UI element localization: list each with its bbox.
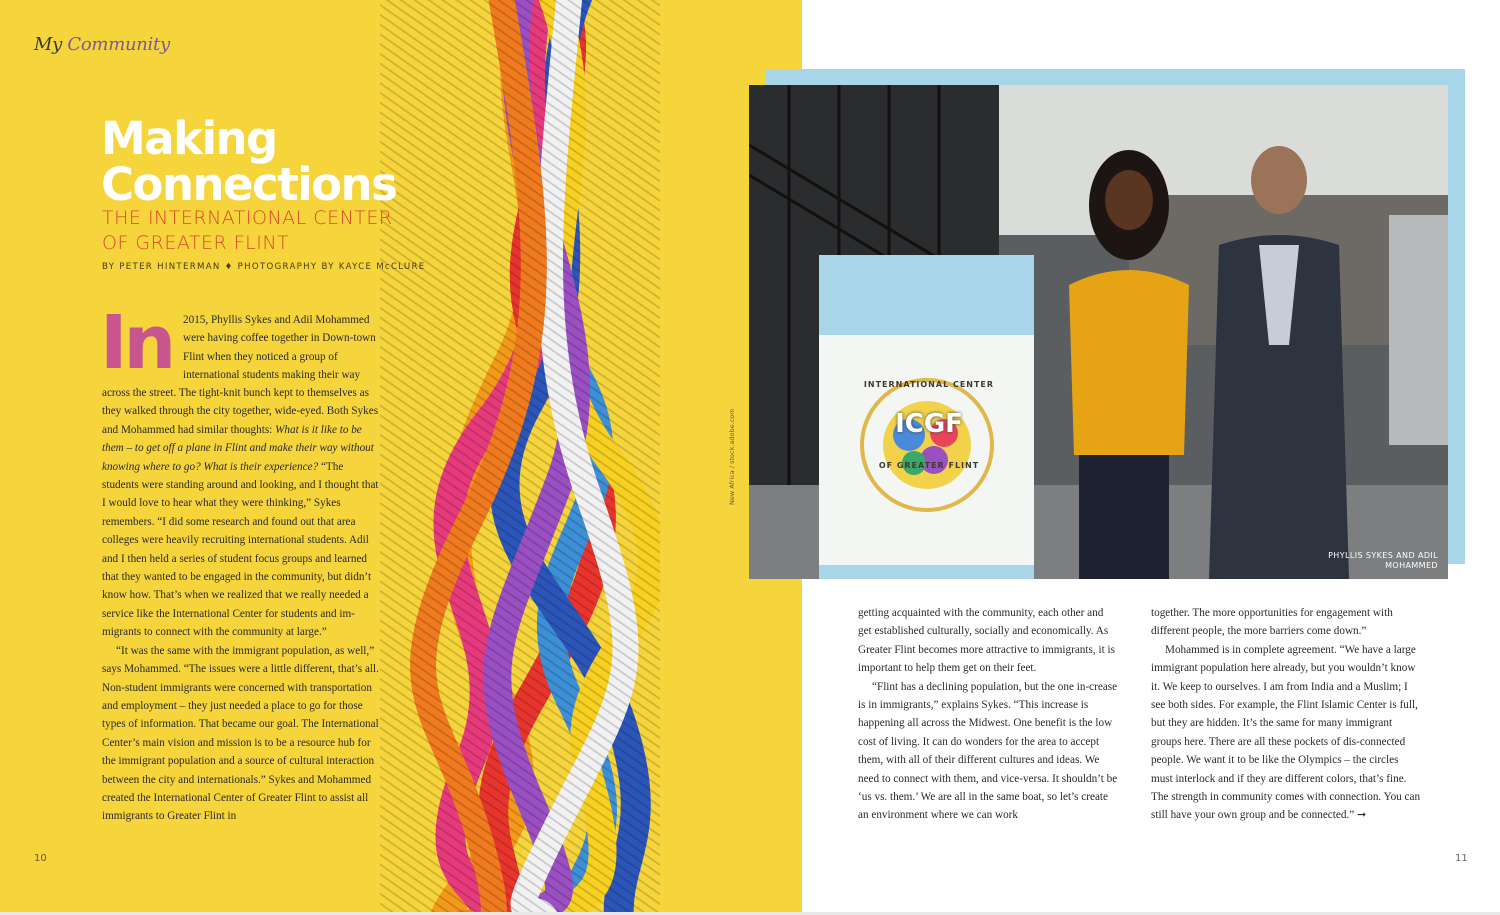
paragraph-1 — [102, 384, 380, 642]
page-number-left: 10 — [34, 853, 47, 864]
body-column-4 — [1151, 604, 1421, 825]
lead-paragraph: 2015, Phyllis Sykes and Adil Mohammed were having coffee together in Down-town Flint when they noticed a group of international students making their way — [183, 314, 376, 382]
paragraph-1-end: “The students were standing around and looking, and I thought that I would love to hear what they were thinking,” Sykes remembers. “I did some research and found out that area colleges were heavily recruiting international students. Adil and I then held a series of student focus groups and learned that they wanted to be engaged in the community, but didn’t know how. That’s when we realized that we really needed a service like the International Center for students and im-migrants to connect with the community at large.” — [102, 460, 379, 639]
paragraph-6: Mohammed is in complete agreement. “We have a large immigrant population here already, but you wouldn’t know it. We keep to ourselves. I am from India and a Muslim; I see both sides. For example, the Flint Islamic Center is full, but they are hidden. It’s the same for many immigrant groups here. There are all these pockets of dis-connected people. We want it to be like the Olympics – the circles must interlock and if they are different colors, that’s fine. The strength in community comes with connection. You can still have your own group and be connected.” ➞ — [1151, 643, 1421, 822]
banner-logo-bottom: OF GREATER FLINT — [878, 461, 980, 470]
title-line-2: Connections — [101, 158, 397, 211]
photo-credit: New Africa / stock.adobe.com — [728, 408, 736, 505]
section-label-prefix: My — [34, 34, 62, 55]
banner-logo-top: INTERNATIONAL CENTER — [863, 380, 995, 389]
banner-logo-center: ICGF — [895, 409, 963, 439]
article-title — [101, 112, 441, 211]
paragraph-3: getting acquainted with the community, each other and get established culturally, socially and economically. As Greater Flint becomes more attractive to immigrants, it is important to help them get on their feet. — [858, 607, 1115, 675]
paragraph-2: “It was the same with the immigrant population, as well,” says Mohammed. “The issues were a little different, that’s all. Non-student immigrants were concerned with transportation and employment – they just needed a place to go for those types of information. That became our goal. The International Center’s main vision and mission is to be a resource hub for the immigrant population and a source of cultural interaction between the city and internationals.” Sykes and Mohammed created the International Center of Greater Flint to assist all immigrants to Greater Flint in — [102, 644, 379, 823]
section-label-accent: Community — [67, 34, 170, 55]
page-number-right: 11 — [1455, 853, 1468, 864]
title-line-1: Making — [101, 112, 277, 165]
portrait-photo-illustration — [749, 85, 1448, 579]
body-column-3 — [858, 604, 1118, 825]
paragraph-1-italic: What is it like to be them – to get off a plane in Flint and make their way without knowing where to go? What is their experience? — [102, 423, 374, 473]
photo-caption: PHYLLIS SYKES AND ADIL MOHAMMED — [1328, 551, 1438, 570]
paragraph-1-text: across the street. The tight-knit bunch kept to themselves as they walked through the city together, wide-eyed. Both Sykes and Mohammed had similar thoughts: — [102, 387, 379, 436]
byline: BY PETER HINTERMAN ♦ PHOTOGRAPHY BY KAYCE McCLURE — [102, 262, 426, 272]
portrait-photo — [749, 85, 1448, 579]
drop-cap: In — [100, 300, 173, 386]
paragraph-4: “Flint has a declining population, but the one in-crease is in immigrants,” explains Sykes. “This increase is happening all across the Midwest. One benefit is the low cost of living. It can do wonders for the area to accept them, with all of their different cultures and ideas. We need to connect with them, and vice-versa. It shouldn’t be ‘us vs. them.’ We are all in the same boat, so let’s create an environment where we can work — [858, 680, 1118, 822]
section-label — [34, 34, 170, 55]
paragraph-5: together. The more opportunities for engagement with different people, the more barriers come down.” — [1151, 607, 1393, 638]
article-subtitle: THE INTERNATIONAL CENTER OF GREATER FLINT — [102, 207, 393, 254]
body-column-1 — [102, 384, 380, 826]
banner-logo — [844, 380, 1014, 470]
